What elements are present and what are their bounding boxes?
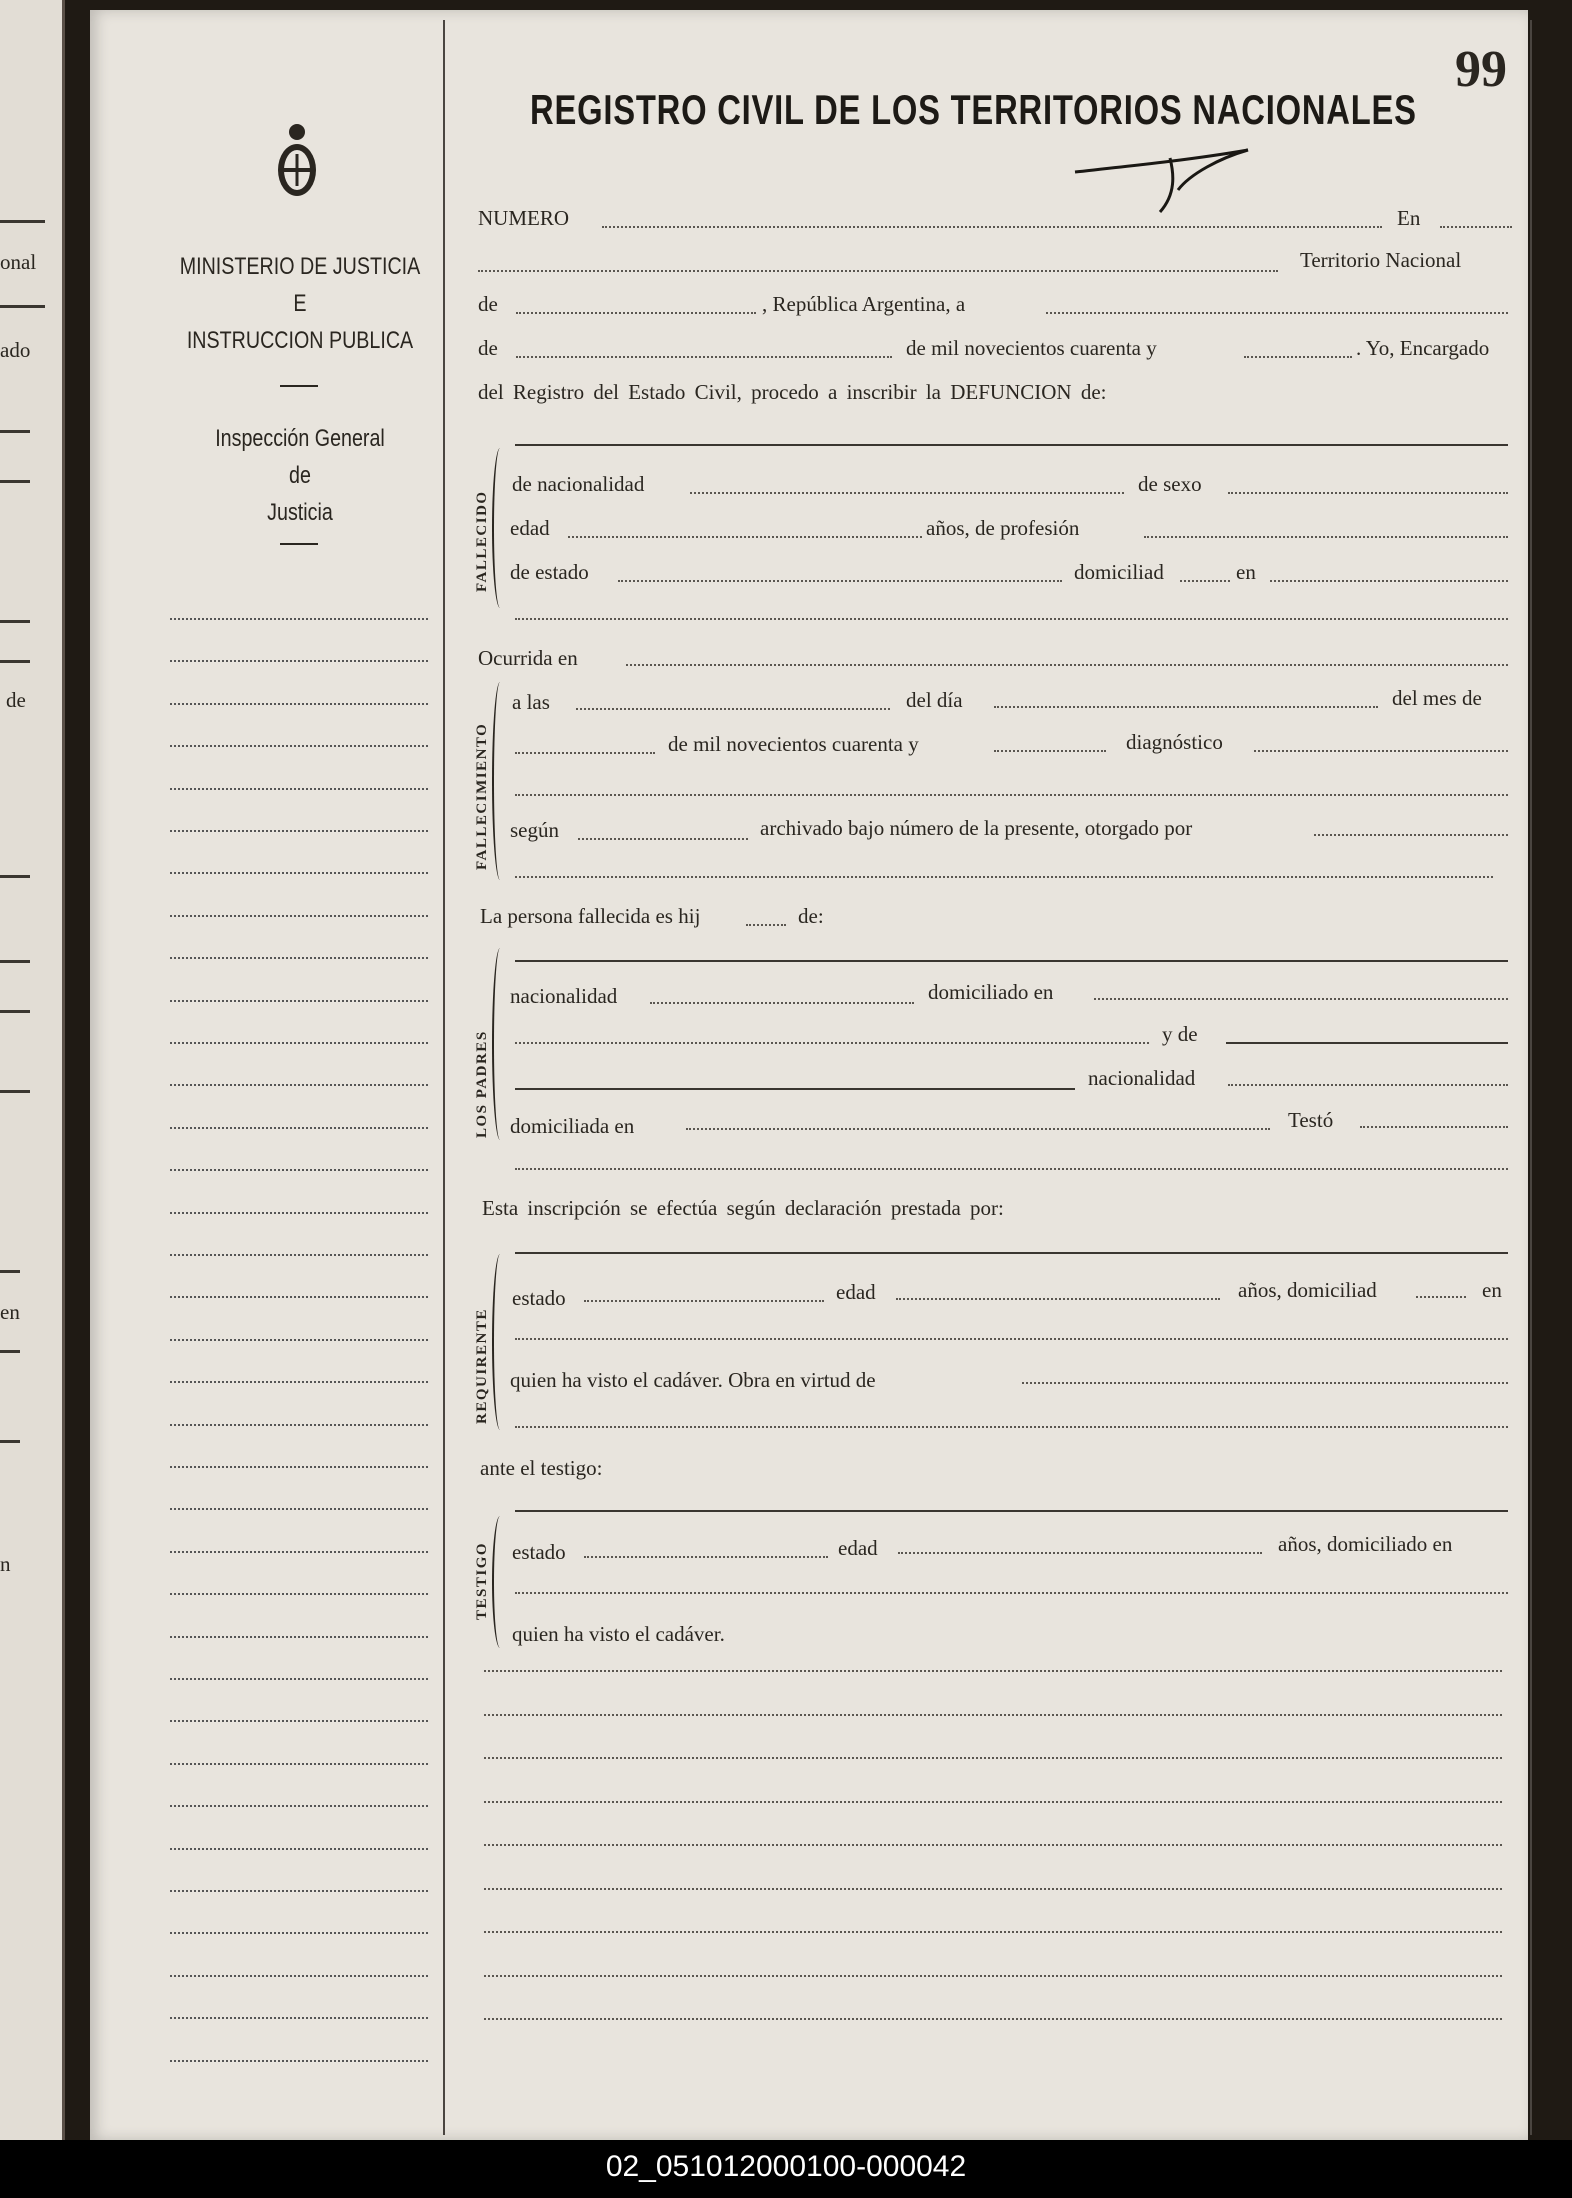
req-continuation-field[interactable] bbox=[515, 1426, 1508, 1428]
yo-label: . Yo, Encargado bbox=[1356, 336, 1490, 360]
inspection-line: de bbox=[289, 462, 311, 490]
requirente-section-label: REQUIRENTE bbox=[474, 1308, 490, 1424]
stub-line bbox=[170, 1212, 428, 1214]
year-field[interactable] bbox=[1244, 356, 1352, 358]
padre-domicilio-field[interactable] bbox=[1094, 998, 1508, 1000]
profesion-field[interactable] bbox=[1144, 536, 1508, 538]
estado-label: de estado bbox=[510, 560, 589, 584]
left-page-rule bbox=[0, 1270, 20, 1273]
diagnostico-label: diagnóstico bbox=[1126, 730, 1223, 754]
padre-nacionalidad-label: nacionalidad bbox=[510, 984, 618, 1008]
left-page-fragment: de bbox=[6, 688, 26, 712]
stub-line bbox=[170, 1848, 428, 1850]
ocurrida-field[interactable] bbox=[626, 664, 1508, 666]
stub-line bbox=[170, 1890, 428, 1892]
page-right-border bbox=[1530, 20, 1532, 2135]
stub-line bbox=[170, 745, 428, 747]
inscripcion-statement: Esta inscripción se efectúa según declaración prestada por: bbox=[482, 1196, 1004, 1220]
place-field[interactable] bbox=[478, 270, 1278, 272]
diagnostico-continuation-field[interactable] bbox=[515, 794, 1508, 796]
anio-field[interactable] bbox=[994, 750, 1106, 752]
territorio-label: Territorio Nacional bbox=[1300, 248, 1462, 272]
stub-line bbox=[170, 1127, 428, 1129]
stub-line bbox=[170, 703, 428, 705]
stub-line bbox=[170, 1042, 428, 1044]
profesion-label: años, de profesión bbox=[926, 516, 1080, 540]
left-page-fragment: en bbox=[0, 1300, 20, 1324]
req-estado-label: estado bbox=[512, 1286, 566, 1310]
stub-line bbox=[170, 1084, 428, 1086]
left-page-fragment: ado bbox=[0, 338, 31, 362]
edad-field[interactable] bbox=[568, 536, 922, 538]
sexo-field[interactable] bbox=[1228, 492, 1508, 494]
en-label: en bbox=[1236, 560, 1256, 584]
ante-testigo-label: ante el testigo: bbox=[480, 1456, 603, 1480]
folio-number: 99 bbox=[1455, 41, 1507, 98]
padres-continuation-field[interactable] bbox=[515, 1168, 1508, 1170]
stub-line bbox=[170, 1975, 428, 1977]
otorgado-field[interactable] bbox=[1314, 834, 1508, 836]
registro-statement: del Registro del Estado Civil, procedo a inscribir la DEFUNCION de: bbox=[478, 380, 1107, 404]
stub-line bbox=[170, 872, 428, 874]
month-field[interactable] bbox=[516, 356, 892, 358]
req-edad-field[interactable] bbox=[896, 1298, 1220, 1300]
note-line[interactable] bbox=[484, 1844, 1502, 1846]
madre-domiciliada-label: domiciliada en bbox=[510, 1114, 635, 1138]
req-domiciliad-label: años, domiciliad bbox=[1238, 1278, 1377, 1302]
left-page-rule bbox=[0, 960, 30, 963]
stub-line bbox=[170, 1720, 428, 1722]
stub-line bbox=[170, 1932, 428, 1934]
stub-line bbox=[170, 788, 428, 790]
stub-line bbox=[170, 1169, 428, 1171]
padre-domiciliado-label: domiciliado en bbox=[928, 980, 1054, 1004]
inspection-heading bbox=[177, 420, 423, 532]
testigo-domiciliado-label: años, domiciliado en bbox=[1278, 1532, 1453, 1556]
ministry-line: INSTRUCCION PUBLICA bbox=[186, 327, 414, 355]
stub-line bbox=[170, 660, 428, 662]
stub-line bbox=[170, 1254, 428, 1256]
numero-label: NUMERO bbox=[478, 206, 570, 230]
numero-field[interactable] bbox=[602, 226, 1382, 228]
stub-line bbox=[170, 2017, 428, 2019]
note-line[interactable] bbox=[484, 1975, 1502, 1977]
mother-name-field[interactable] bbox=[1226, 1042, 1508, 1044]
left-page-rule bbox=[0, 1350, 20, 1353]
stub-line bbox=[170, 1636, 428, 1638]
witness-name-field[interactable] bbox=[515, 1510, 1508, 1512]
y-de-label: y de bbox=[1162, 1022, 1198, 1046]
territory-field[interactable] bbox=[516, 312, 756, 314]
testigo-edad-field[interactable] bbox=[898, 1552, 1262, 1554]
note-line[interactable] bbox=[484, 1714, 1502, 1716]
hijo-de-label: de: bbox=[798, 904, 824, 928]
domicilio-continuation-field[interactable] bbox=[515, 618, 1508, 620]
en-field[interactable] bbox=[1440, 226, 1512, 228]
req-domiciliad-suffix-field[interactable] bbox=[1416, 1296, 1466, 1298]
stub-line bbox=[170, 1339, 428, 1341]
fallecimiento-section-label: FALLECIMIENTO bbox=[474, 722, 490, 870]
stub-line bbox=[170, 1763, 428, 1765]
left-page-rule bbox=[0, 660, 30, 663]
stub-line bbox=[170, 1466, 428, 1468]
left-page-rule bbox=[0, 875, 30, 878]
stub-line bbox=[170, 1678, 428, 1680]
stub-divider bbox=[443, 20, 445, 2135]
stub-line bbox=[170, 1000, 428, 1002]
madre-nacionalidad-field[interactable] bbox=[1228, 1084, 1508, 1086]
domicilio-field[interactable] bbox=[1270, 580, 1508, 582]
ministry-line: MINISTERIO DE JUSTICIA bbox=[179, 253, 421, 280]
stub-line bbox=[170, 915, 428, 917]
left-page-rule bbox=[0, 305, 45, 308]
testigo-edad-label: edad bbox=[838, 1536, 878, 1560]
edad-label: edad bbox=[510, 516, 550, 540]
image-id-caption: 02_051012000100-000042 bbox=[605, 2150, 967, 2183]
left-page-rule bbox=[0, 1010, 30, 1013]
padres-section-label: LOS PADRES bbox=[474, 1030, 490, 1138]
madre-nacionalidad-label: nacionalidad bbox=[1088, 1066, 1196, 1090]
stub-separator bbox=[280, 385, 318, 387]
stub-line bbox=[170, 1551, 428, 1553]
father-name-field[interactable] bbox=[515, 960, 1508, 962]
left-page-rule bbox=[0, 1440, 20, 1443]
de-label: de bbox=[478, 292, 498, 316]
year-label: de mil novecientos cuarenta y bbox=[906, 336, 1157, 360]
left-page-rule bbox=[0, 430, 30, 433]
req-edad-label: edad bbox=[836, 1280, 876, 1304]
stub-line bbox=[170, 1508, 428, 1510]
stub-line bbox=[170, 957, 428, 959]
req-cadaver-label: quien ha visto el cadáver. Obra en virtud de bbox=[510, 1368, 876, 1392]
testigo-domicilio-field[interactable] bbox=[515, 1592, 1508, 1594]
ministry-line: E bbox=[293, 290, 307, 318]
page-title: REGISTRO CIVIL DE LOS TERRITORIOS NACIONALES bbox=[530, 86, 1417, 133]
sexo-label: de sexo bbox=[1138, 472, 1202, 496]
handwritten-flourish bbox=[1070, 138, 1270, 218]
stub-line bbox=[170, 1381, 428, 1383]
stub-line bbox=[170, 2060, 428, 2062]
domiciliad-label: domiciliad bbox=[1074, 560, 1164, 584]
anio-label: de mil novecientos cuarenta y bbox=[668, 732, 919, 756]
segun-field[interactable] bbox=[578, 838, 748, 840]
segun-label: según bbox=[510, 818, 559, 842]
hora-field[interactable] bbox=[576, 708, 890, 710]
date-field[interactable] bbox=[1046, 312, 1508, 314]
stub-line bbox=[170, 1424, 428, 1426]
testigo-section-label: TESTIGO bbox=[474, 1541, 490, 1620]
left-page-rule bbox=[0, 220, 45, 223]
req-estado-field[interactable] bbox=[584, 1300, 824, 1302]
inspection-line: Inspección General bbox=[215, 425, 385, 452]
padre-nacionalidad-field[interactable] bbox=[650, 1002, 914, 1004]
stub-line bbox=[170, 1593, 428, 1595]
note-line[interactable] bbox=[484, 1888, 1502, 1890]
testigo-estado-field[interactable] bbox=[584, 1556, 828, 1558]
stub-separator bbox=[280, 543, 318, 545]
fallecido-section-label: FALLECIDO bbox=[474, 490, 490, 592]
domiciliad-suffix-field[interactable] bbox=[1180, 580, 1230, 582]
fallecido-bracket bbox=[492, 448, 508, 608]
testigo-cadaver-label: quien ha visto el cadáver. bbox=[512, 1622, 725, 1646]
stub-line bbox=[170, 618, 428, 620]
testo-label: Testó bbox=[1288, 1108, 1334, 1132]
stub-line bbox=[170, 1296, 428, 1298]
left-page-rule bbox=[0, 620, 30, 623]
requirente-bracket bbox=[492, 1254, 508, 1430]
left-facing-page bbox=[0, 0, 65, 2140]
ministry-heading bbox=[177, 248, 423, 360]
de-label: de bbox=[478, 336, 498, 360]
del-dia-label: del día bbox=[906, 688, 963, 712]
nacionalidad-field[interactable] bbox=[690, 492, 1124, 494]
estado-field[interactable] bbox=[618, 580, 1062, 582]
a-las-label: a las bbox=[512, 690, 550, 714]
note-line[interactable] bbox=[484, 1670, 1502, 1672]
testigo-bracket bbox=[492, 1516, 508, 1648]
left-page-fragment: n bbox=[0, 1552, 11, 1576]
diagnostico-field[interactable] bbox=[1254, 750, 1508, 752]
padres-bracket bbox=[492, 948, 508, 1140]
inspection-line: Justicia bbox=[267, 499, 333, 527]
del-mes-label: del mes de bbox=[1392, 686, 1482, 710]
left-page-rule bbox=[0, 1090, 30, 1093]
ocurrida-label: Ocurrida en bbox=[478, 646, 578, 670]
req-domicilio-field[interactable] bbox=[515, 1338, 1508, 1340]
hijo-suffix-field[interactable] bbox=[746, 924, 786, 926]
note-line[interactable] bbox=[484, 1801, 1502, 1803]
mother-name-continuation-field[interactable] bbox=[515, 1088, 1075, 1090]
testigo-estado-label: estado bbox=[512, 1540, 566, 1564]
note-line[interactable] bbox=[484, 2018, 1502, 2020]
req-en-label: en bbox=[1482, 1278, 1502, 1302]
left-page-fragment: onal bbox=[0, 250, 37, 274]
hijo-label: La persona fallecida es hij bbox=[480, 904, 701, 928]
fallecimiento-bracket bbox=[492, 682, 508, 880]
en-label: En bbox=[1397, 206, 1421, 230]
req-virtud-field[interactable] bbox=[1022, 1382, 1508, 1384]
note-line[interactable] bbox=[484, 1757, 1502, 1759]
republica-label: , República Argentina, a bbox=[762, 292, 966, 316]
madre-domicilio-field[interactable] bbox=[686, 1128, 1270, 1130]
note-line[interactable] bbox=[484, 1931, 1502, 1933]
deceased-name-field[interactable] bbox=[515, 444, 1508, 446]
dia-field[interactable] bbox=[994, 706, 1378, 708]
testo-field[interactable] bbox=[1360, 1126, 1508, 1128]
argentina-coat-of-arms-icon bbox=[272, 120, 322, 202]
left-page-rule bbox=[0, 480, 30, 483]
nacionalidad-label: de nacionalidad bbox=[512, 472, 645, 496]
declarant-name-field[interactable] bbox=[515, 1252, 1508, 1254]
mes-field[interactable] bbox=[515, 752, 655, 754]
padre-domicilio-continuation-field[interactable] bbox=[515, 1042, 1149, 1044]
archivado-label: archivado bajo número de la presente, otorgado por bbox=[760, 816, 1193, 840]
certificado-continuation-field[interactable] bbox=[515, 876, 1493, 878]
stub-line bbox=[170, 1805, 428, 1807]
stub-line bbox=[170, 830, 428, 832]
